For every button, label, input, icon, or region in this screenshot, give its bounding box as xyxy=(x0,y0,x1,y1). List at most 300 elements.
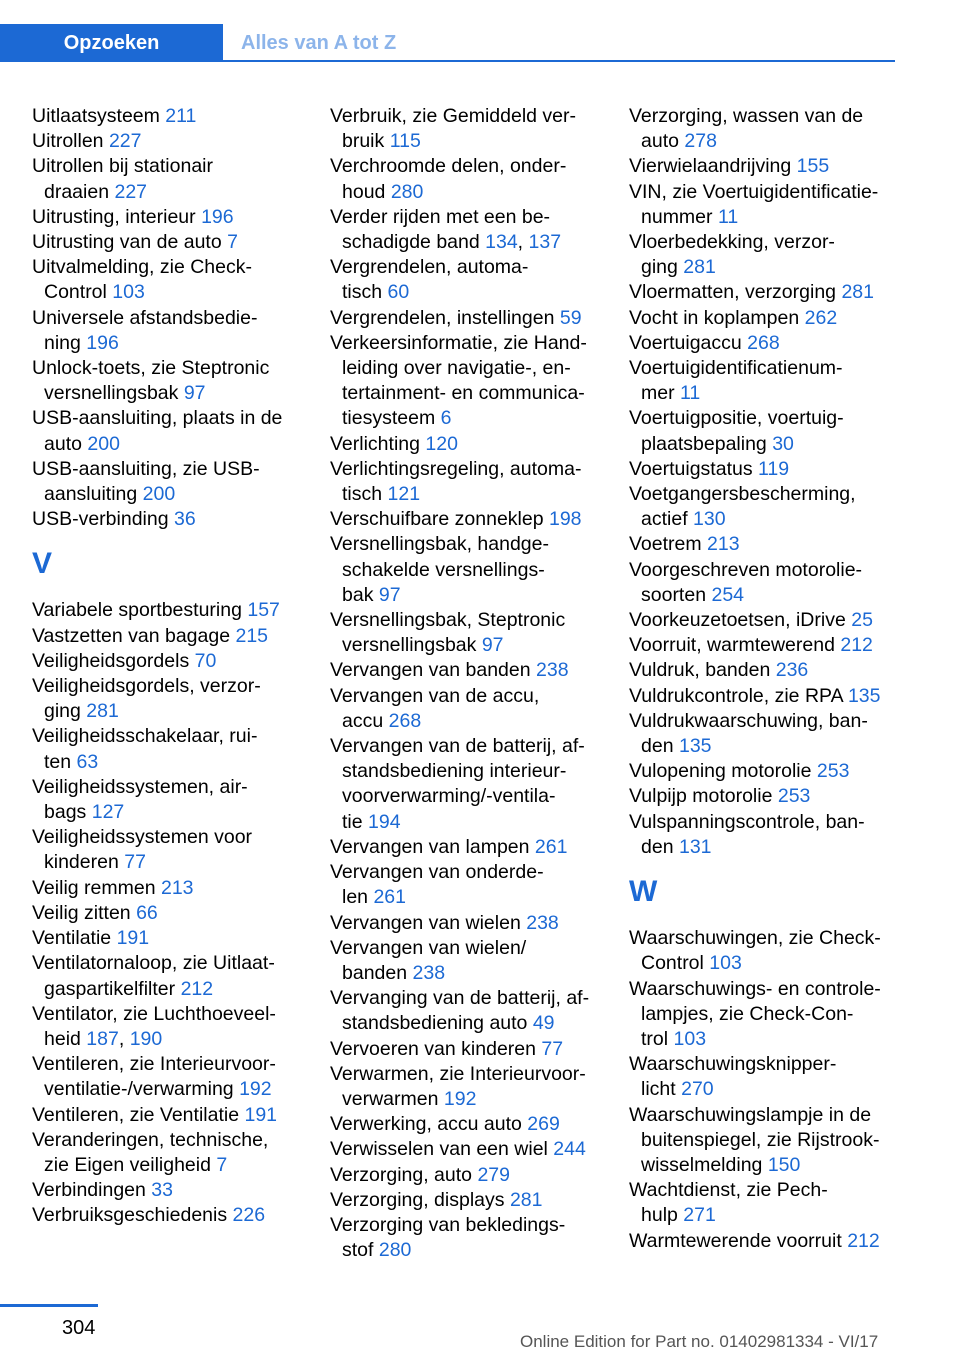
page-reference-link[interactable]: 238 xyxy=(526,911,559,934)
header-divider xyxy=(0,60,895,62)
index-entry-term: draaien xyxy=(44,180,110,203)
index-entry-text xyxy=(330,306,620,331)
index-entry-term: Voorkeuzetoetsen, iDrive xyxy=(629,609,846,632)
index-entry-text xyxy=(32,129,322,154)
index-entry-term: Verchroomde delen, onder- xyxy=(330,155,567,178)
index-entry-term: Vloermatten, verzorging xyxy=(629,281,837,304)
page-reference-link[interactable]: 211 xyxy=(165,105,197,127)
index-entry-term: Voertuigidentificatienum- xyxy=(629,357,843,380)
index-entry-term: Uitrollen xyxy=(32,130,104,153)
index-entry-text xyxy=(330,759,620,784)
index-entry xyxy=(32,356,322,406)
index-entry-text xyxy=(330,482,620,507)
index-entry xyxy=(629,1178,919,1228)
page-reference-link[interactable]: 200 xyxy=(87,432,120,455)
page-reference-link[interactable]: 135 xyxy=(678,735,712,758)
index-entry-term: Verzorging, wassen van de xyxy=(629,105,864,127)
index-entry xyxy=(330,860,620,910)
index-entry xyxy=(629,558,919,608)
page-reference-link[interactable]: 155 xyxy=(796,155,830,178)
index-entry-term: Wachtdienst, zie Pech- xyxy=(629,1179,828,1202)
index-entry-text xyxy=(32,306,322,331)
index-entry-text xyxy=(629,356,919,381)
index-entry-term: kinderen xyxy=(44,851,119,874)
index-entry xyxy=(32,230,322,255)
index-entry-term: Vulpijp motorolie xyxy=(629,785,773,808)
index-entry-term: Vastzetten van bagage xyxy=(32,624,231,647)
index-entry-term: Vuldrukwaarschuwing, ban- xyxy=(629,709,868,732)
index-entry xyxy=(32,1052,322,1102)
index-entry xyxy=(330,1137,620,1162)
index-entry-text xyxy=(330,180,620,205)
page-reference-link[interactable]: 281 xyxy=(509,1188,543,1211)
index-entry xyxy=(330,1213,620,1263)
index-entry xyxy=(330,608,620,658)
index-entry-term: Uitrollen bij stationair xyxy=(32,155,213,178)
page-reference-link[interactable]: 271 xyxy=(683,1204,716,1227)
index-entry-term: Veiligheidsschakelaar, rui- xyxy=(32,725,258,748)
page-reference-link[interactable]: 261 xyxy=(534,835,568,858)
index-entry-term: Vierwielaandrijving xyxy=(629,155,792,178)
index-entry xyxy=(330,1112,620,1137)
index-entry-term: Uitlaatsysteem xyxy=(32,105,160,127)
index-entry xyxy=(330,1188,620,1213)
index-entry-term: schadigde band xyxy=(342,231,480,254)
index-entry-term: Ventilator, zie Luchthoeveel- xyxy=(32,1002,276,1025)
index-entry-text xyxy=(32,230,322,255)
index-entry-term: verwarmen xyxy=(342,1087,439,1110)
page-reference-link[interactable]: 190 xyxy=(129,1027,163,1050)
index-entry-term: Vervangen van banden xyxy=(330,659,531,682)
page-reference-link[interactable]: 227 xyxy=(114,180,148,203)
page-reference-link[interactable]: 212 xyxy=(840,634,873,657)
page-reference-link[interactable]: 196 xyxy=(86,331,119,354)
index-column-1 xyxy=(32,104,322,1229)
page-reference-link[interactable]: 134 xyxy=(485,231,518,254)
index-entry-term: len xyxy=(342,886,369,909)
index-entry-term: plaatsbepaling xyxy=(641,432,767,455)
index-entry xyxy=(32,598,322,623)
index-entry-text xyxy=(629,835,919,860)
index-entry xyxy=(32,205,322,230)
page-reference-link[interactable]: 254 xyxy=(711,583,745,606)
page-reference-link[interactable]: 200 xyxy=(142,483,176,506)
index-entry-text xyxy=(330,331,620,356)
page-reference-link[interactable]: 191 xyxy=(116,927,150,950)
page-reference-link[interactable]: 49 xyxy=(532,1012,555,1035)
index-entry-text: heid 187, 190 xyxy=(44,1027,163,1050)
page-reference-link[interactable]: 157 xyxy=(247,599,280,622)
index-entry xyxy=(330,331,620,432)
page-reference-link[interactable]: 119 xyxy=(758,457,790,480)
index-entry-text xyxy=(629,810,919,835)
page-reference-link[interactable]: 36 xyxy=(174,508,196,531)
page-reference-link[interactable]: 236 xyxy=(775,659,809,682)
page-reference-link[interactable]: 77 xyxy=(541,1037,564,1060)
index-entry-text xyxy=(32,255,322,280)
page-reference-link[interactable]: 30 xyxy=(772,432,794,455)
index-entry-text xyxy=(629,532,919,557)
page-reference-link[interactable]: 33 xyxy=(151,1179,173,1202)
index-entry xyxy=(32,649,322,674)
index-entry-term: Veiligheidssystemen voor xyxy=(32,826,253,849)
index-entry-text xyxy=(330,406,620,431)
page-reference-link[interactable]: 63 xyxy=(76,750,99,773)
index-entry-term: aansluiting xyxy=(44,483,138,506)
index-entry-term: Veranderingen, technische, xyxy=(32,1128,269,1151)
page-reference-link[interactable]: 278 xyxy=(684,130,717,153)
index-entry xyxy=(32,1002,322,1052)
index-entry-text xyxy=(629,608,919,633)
index-entry-term: Versnellingsbak, Steptronic xyxy=(330,609,566,632)
index-entry-text xyxy=(330,381,620,406)
index-entry-text xyxy=(330,1163,620,1188)
page-reference-link[interactable]: 196 xyxy=(201,205,234,228)
page-reference-link[interactable]: 227 xyxy=(108,130,142,153)
index-entry xyxy=(32,901,322,926)
index-entry-term: lampjes, zie Check-Con- xyxy=(641,1002,854,1025)
index-column-2 xyxy=(330,104,620,1263)
page-reference-link[interactable]: 66 xyxy=(136,901,158,924)
index-entry-text xyxy=(32,1077,322,1102)
index-entry-term: VIN, zie Voertuigidentificatie- xyxy=(629,180,879,203)
index-entry-text xyxy=(330,684,620,709)
index-entry-term: Verzorging van bekledings- xyxy=(330,1213,566,1236)
index-entry-term: tisch xyxy=(342,281,383,304)
page-reference-link[interactable]: 279 xyxy=(477,1163,510,1186)
page-reference-link[interactable]: 120 xyxy=(425,432,458,455)
index-entry xyxy=(32,724,322,774)
index-entry xyxy=(629,154,919,179)
index-entry-text xyxy=(330,810,620,835)
index-entry xyxy=(32,255,322,305)
index-entry-term: nummer xyxy=(641,205,713,228)
index-entry-text xyxy=(32,180,322,205)
page-reference-link[interactable]: 215 xyxy=(235,624,269,647)
page-reference-link[interactable]: 59 xyxy=(559,306,582,329)
index-entry-text xyxy=(32,624,322,649)
index-entry-text xyxy=(629,583,919,608)
index-entry-term: tisch xyxy=(342,483,383,506)
index-entry-text xyxy=(32,750,322,775)
index-entry xyxy=(32,1203,322,1228)
index-entry xyxy=(330,1163,620,1188)
page-reference-link[interactable]: 213 xyxy=(707,533,740,556)
index-entry xyxy=(32,154,322,204)
index-entry-text xyxy=(330,860,620,885)
index-entry xyxy=(32,129,322,154)
page-reference-link[interactable]: 212 xyxy=(180,977,214,1000)
index-entry-term: tiesysteem xyxy=(342,407,436,430)
index-entry-term: Voorgeschreven motorolie- xyxy=(629,558,863,581)
index-entry-term: Vulspanningscontrole, ban- xyxy=(629,810,865,833)
index-entry-term: Verlichtingsregeling, automa- xyxy=(330,457,582,480)
page-reference-link[interactable]: 11 xyxy=(680,382,701,405)
page-reference-link[interactable]: 121 xyxy=(387,483,421,506)
index-entry-text xyxy=(330,1213,620,1238)
page-reference-link[interactable]: 115 xyxy=(389,130,421,153)
page-reference-link[interactable]: 281 xyxy=(683,256,716,279)
index-entry-term: Vervangen van de accu, xyxy=(330,684,540,707)
index-entry-term: auto xyxy=(44,432,82,455)
index-entry-term: versnellingsbak xyxy=(44,382,179,405)
index-entry-text xyxy=(32,598,322,623)
index-entry-term: Ventileren, zie Ventilatie xyxy=(32,1103,240,1126)
index-entry xyxy=(330,205,620,255)
index-entry-text xyxy=(629,759,919,784)
index-entry-text xyxy=(32,1153,322,1178)
page-reference-link[interactable]: 97 xyxy=(481,634,504,657)
index-entry-term: standsbediening auto xyxy=(342,1012,528,1035)
index-entry-text xyxy=(330,1087,620,1112)
page-reference-link[interactable]: 6 xyxy=(440,407,452,430)
index-entry-text xyxy=(330,583,620,608)
index-entry-text xyxy=(629,205,919,230)
index-entry-term: Veiligheidsgordels xyxy=(32,649,190,672)
index-entry-term: Vervangen van wielen xyxy=(330,911,521,934)
index-entry-text xyxy=(629,926,919,951)
index-entry-term: Vergrendelen, automa- xyxy=(330,256,529,279)
index-entry-term: wisselmelding xyxy=(641,1153,763,1176)
page-reference-link[interactable]: 130 xyxy=(693,508,726,531)
page-number: 304 xyxy=(62,1317,96,1339)
page-reference-link[interactable]: 238 xyxy=(412,961,446,984)
page-reference-link[interactable]: 269 xyxy=(527,1113,560,1136)
page-reference-link[interactable]: 192 xyxy=(443,1087,477,1110)
index-entry xyxy=(330,432,620,457)
index-entry-term: Waarschuwingsknipper- xyxy=(629,1053,837,1076)
page-reference-link[interactable]: 135 xyxy=(847,684,881,707)
page-reference-link[interactable]: 238 xyxy=(536,659,569,682)
index-entry xyxy=(629,1229,919,1254)
index-entry-term: Vervangen van de batterij, af- xyxy=(330,735,585,758)
index-entry-term: mer xyxy=(641,382,675,405)
page-reference-link[interactable]: 191 xyxy=(244,1103,278,1126)
page-reference-link[interactable]: 261 xyxy=(373,886,406,909)
index-entry-term: Veiligheidssystemen, air- xyxy=(32,775,248,798)
page-reference-link[interactable]: 103 xyxy=(112,281,145,304)
index-entry-text xyxy=(330,507,620,532)
page-reference-link[interactable]: 280 xyxy=(390,180,424,203)
index-entry-text xyxy=(330,1137,620,1162)
index-entry-term: Unlock-toets, zie Steptronic xyxy=(32,357,270,380)
index-entry xyxy=(32,951,322,1001)
index-entry-term: standsbediening interieur- xyxy=(342,760,567,783)
index-entry-term: Vocht in koplampen xyxy=(629,306,800,329)
index-entry-text xyxy=(330,104,620,129)
page-reference-link[interactable]: 70 xyxy=(194,649,217,672)
index-entry xyxy=(629,633,919,658)
index-entry-term: Verzorging, displays xyxy=(330,1188,505,1211)
index-entry-text xyxy=(330,986,620,1011)
index-entry-term: Vulopening motorolie xyxy=(629,760,812,783)
index-letter-heading: W xyxy=(629,875,658,909)
page-reference-link[interactable]: 137 xyxy=(528,231,562,254)
index-entry-text xyxy=(629,977,919,1002)
index-entry xyxy=(629,306,919,331)
page-reference-link[interactable]: 97 xyxy=(378,583,401,606)
page-reference-link[interactable]: 97 xyxy=(183,382,206,405)
index-entry-text xyxy=(32,331,322,356)
index-entry-text xyxy=(32,104,322,129)
index-entry-term: Vloerbedekking, verzor- xyxy=(629,231,835,254)
page-reference-link[interactable]: 60 xyxy=(387,281,410,304)
page-reference-link[interactable]: 7 xyxy=(227,231,238,254)
index-entry-text xyxy=(629,1027,919,1052)
index-entry xyxy=(32,1103,322,1128)
index-entry-term: schakelde versnellings- xyxy=(342,558,545,581)
index-entry-text xyxy=(330,129,620,154)
index-entry xyxy=(32,406,322,456)
page-reference-link[interactable]: 268 xyxy=(388,709,422,732)
index-entry-term: bak xyxy=(342,583,374,606)
index-entry-term: tie xyxy=(342,810,363,833)
index-entry-term: Verwerking, accu auto xyxy=(330,1113,522,1136)
index-entry xyxy=(629,104,919,154)
page-reference-link[interactable]: 280 xyxy=(378,1239,412,1262)
index-entry-text xyxy=(629,331,919,356)
index-entry-text xyxy=(629,558,919,583)
index-entry-term: Verlichting xyxy=(330,432,420,455)
page-reference-link[interactable]: 212 xyxy=(847,1229,880,1252)
index-entry-text xyxy=(32,1052,322,1077)
index-entry-text xyxy=(330,154,620,179)
index-entry-text xyxy=(32,1178,322,1203)
index-entry-term: Control xyxy=(44,281,107,304)
index-entry xyxy=(330,684,620,734)
index-entry-term: Vervanging van de batterij, af- xyxy=(330,987,590,1010)
index-entry-term: Ventilatie xyxy=(32,927,112,950)
index-entry-text xyxy=(32,482,322,507)
index-entry-text xyxy=(629,784,919,809)
page-reference-link[interactable]: 194 xyxy=(368,810,401,833)
index-entry-term: Control xyxy=(641,952,704,975)
index-entry-text xyxy=(330,255,620,280)
page-reference-link[interactable]: 244 xyxy=(553,1138,586,1161)
page-reference-link[interactable]: 281 xyxy=(86,700,119,723)
index-entry-term: Vuldrukcontrole, zie RPA xyxy=(629,684,843,707)
edition-note: Online Edition for Part no. 01402981334 - VI/17 xyxy=(520,1332,879,1351)
page-reference-link[interactable]: 198 xyxy=(548,508,582,531)
page-reference-link[interactable]: 77 xyxy=(124,851,146,874)
index-entry-term: Vervoeren van kinderen xyxy=(330,1037,536,1060)
index-entry xyxy=(629,977,919,1053)
page-reference-link[interactable]: 103 xyxy=(673,1027,707,1050)
index-entry-text xyxy=(32,280,322,305)
index-entry xyxy=(32,624,322,649)
index-entry-term: USB-aansluiting, plaats in de xyxy=(32,407,283,430)
index-entry-term: Verder rijden met een be- xyxy=(330,205,551,228)
page-reference-link[interactable]: 253 xyxy=(777,785,811,808)
index-entry xyxy=(330,507,620,532)
page-reference-link[interactable]: 192 xyxy=(239,1078,272,1101)
index-entry-term: ging xyxy=(44,700,81,723)
index-entry-term: Uitrusting, interieur xyxy=(32,205,196,228)
index-entry-text xyxy=(629,482,919,507)
page-reference-link[interactable]: 187 xyxy=(86,1027,119,1050)
index-entry-text xyxy=(32,356,322,381)
page-reference-link[interactable]: 25 xyxy=(851,609,873,632)
index-entry-text xyxy=(32,926,322,951)
page-reference-link[interactable]: 11 xyxy=(717,205,739,228)
index-entry-text xyxy=(32,901,322,926)
index-entry-text xyxy=(32,825,322,850)
index-entry-text xyxy=(629,406,919,431)
index-entry xyxy=(629,709,919,759)
index-entry-term: Ventileren, zie Interieurvoor- xyxy=(32,1053,276,1076)
page-reference-link[interactable]: 268 xyxy=(747,331,780,354)
index-entry-text xyxy=(32,205,322,230)
tab-alles-van-a-tot-z[interactable]: Alles van A tot Z xyxy=(241,32,397,54)
index-entry-term: Uitvalmelding, zie Check- xyxy=(32,256,252,279)
index-entry-term: accu xyxy=(342,709,384,732)
index-entry-text xyxy=(629,1229,919,1254)
index-entry xyxy=(32,457,322,507)
index-entry-text xyxy=(330,1238,620,1263)
index-entry-text xyxy=(32,154,322,179)
page-reference-link[interactable]: 213 xyxy=(160,876,194,899)
index-entry-term: Vervangen van lampen xyxy=(330,835,530,858)
index-entry xyxy=(32,825,322,875)
page-reference-link[interactable]: 131 xyxy=(678,835,712,858)
index-entry-text xyxy=(330,961,620,986)
page-reference-link[interactable]: 281 xyxy=(841,281,874,304)
index-entry-text xyxy=(32,724,322,749)
index-entry-term: Vervangen van onderde- xyxy=(330,861,544,884)
index-entry xyxy=(32,1128,322,1178)
index-entry-text xyxy=(32,1128,322,1153)
index-entry-text xyxy=(629,457,919,482)
index-entry-text xyxy=(32,406,322,431)
index-entry-term: Ventilatornaloop, zie Uitlaat- xyxy=(32,952,275,975)
page-reference-link[interactable]: 150 xyxy=(767,1153,801,1176)
index-entry-term: Verwarmen, zie Interieurvoor- xyxy=(330,1062,586,1085)
index-entry xyxy=(629,356,919,406)
index-entry xyxy=(330,154,620,204)
page-reference-link[interactable]: 7 xyxy=(216,1153,228,1176)
index-entry xyxy=(629,406,919,456)
index-entry-text xyxy=(330,633,620,658)
index-entry-text xyxy=(629,633,919,658)
index-entry-text xyxy=(330,1011,620,1036)
index-entry-text xyxy=(330,835,620,860)
index-entry-text xyxy=(629,432,919,457)
index-entry-term: trol xyxy=(641,1027,669,1050)
index-entry-text xyxy=(330,280,620,305)
index-entry-text xyxy=(629,1002,919,1027)
index-entry xyxy=(32,674,322,724)
page-reference-link[interactable]: 270 xyxy=(681,1078,714,1101)
index-entry xyxy=(330,835,620,860)
tab-opzoeken[interactable]: Opzoeken xyxy=(0,24,223,62)
index-entry xyxy=(629,280,919,305)
index-entry-text xyxy=(629,280,919,305)
index-entry-text xyxy=(629,1178,919,1203)
index-entry-text xyxy=(629,154,919,179)
index-entry-term: auto xyxy=(641,130,679,153)
index-entry xyxy=(629,230,919,280)
page-reference-link[interactable]: 226 xyxy=(232,1204,266,1227)
index-entry-text xyxy=(330,734,620,759)
page-reference-link[interactable]: 127 xyxy=(91,801,125,824)
index-entry xyxy=(629,684,919,709)
index-entry-text xyxy=(330,532,620,557)
index-entry-text xyxy=(32,800,322,825)
index-entry-text xyxy=(32,775,322,800)
page-reference-link[interactable]: 253 xyxy=(816,760,850,783)
page-reference-link[interactable]: 262 xyxy=(804,306,838,329)
page-reference-link[interactable]: 103 xyxy=(709,952,742,975)
